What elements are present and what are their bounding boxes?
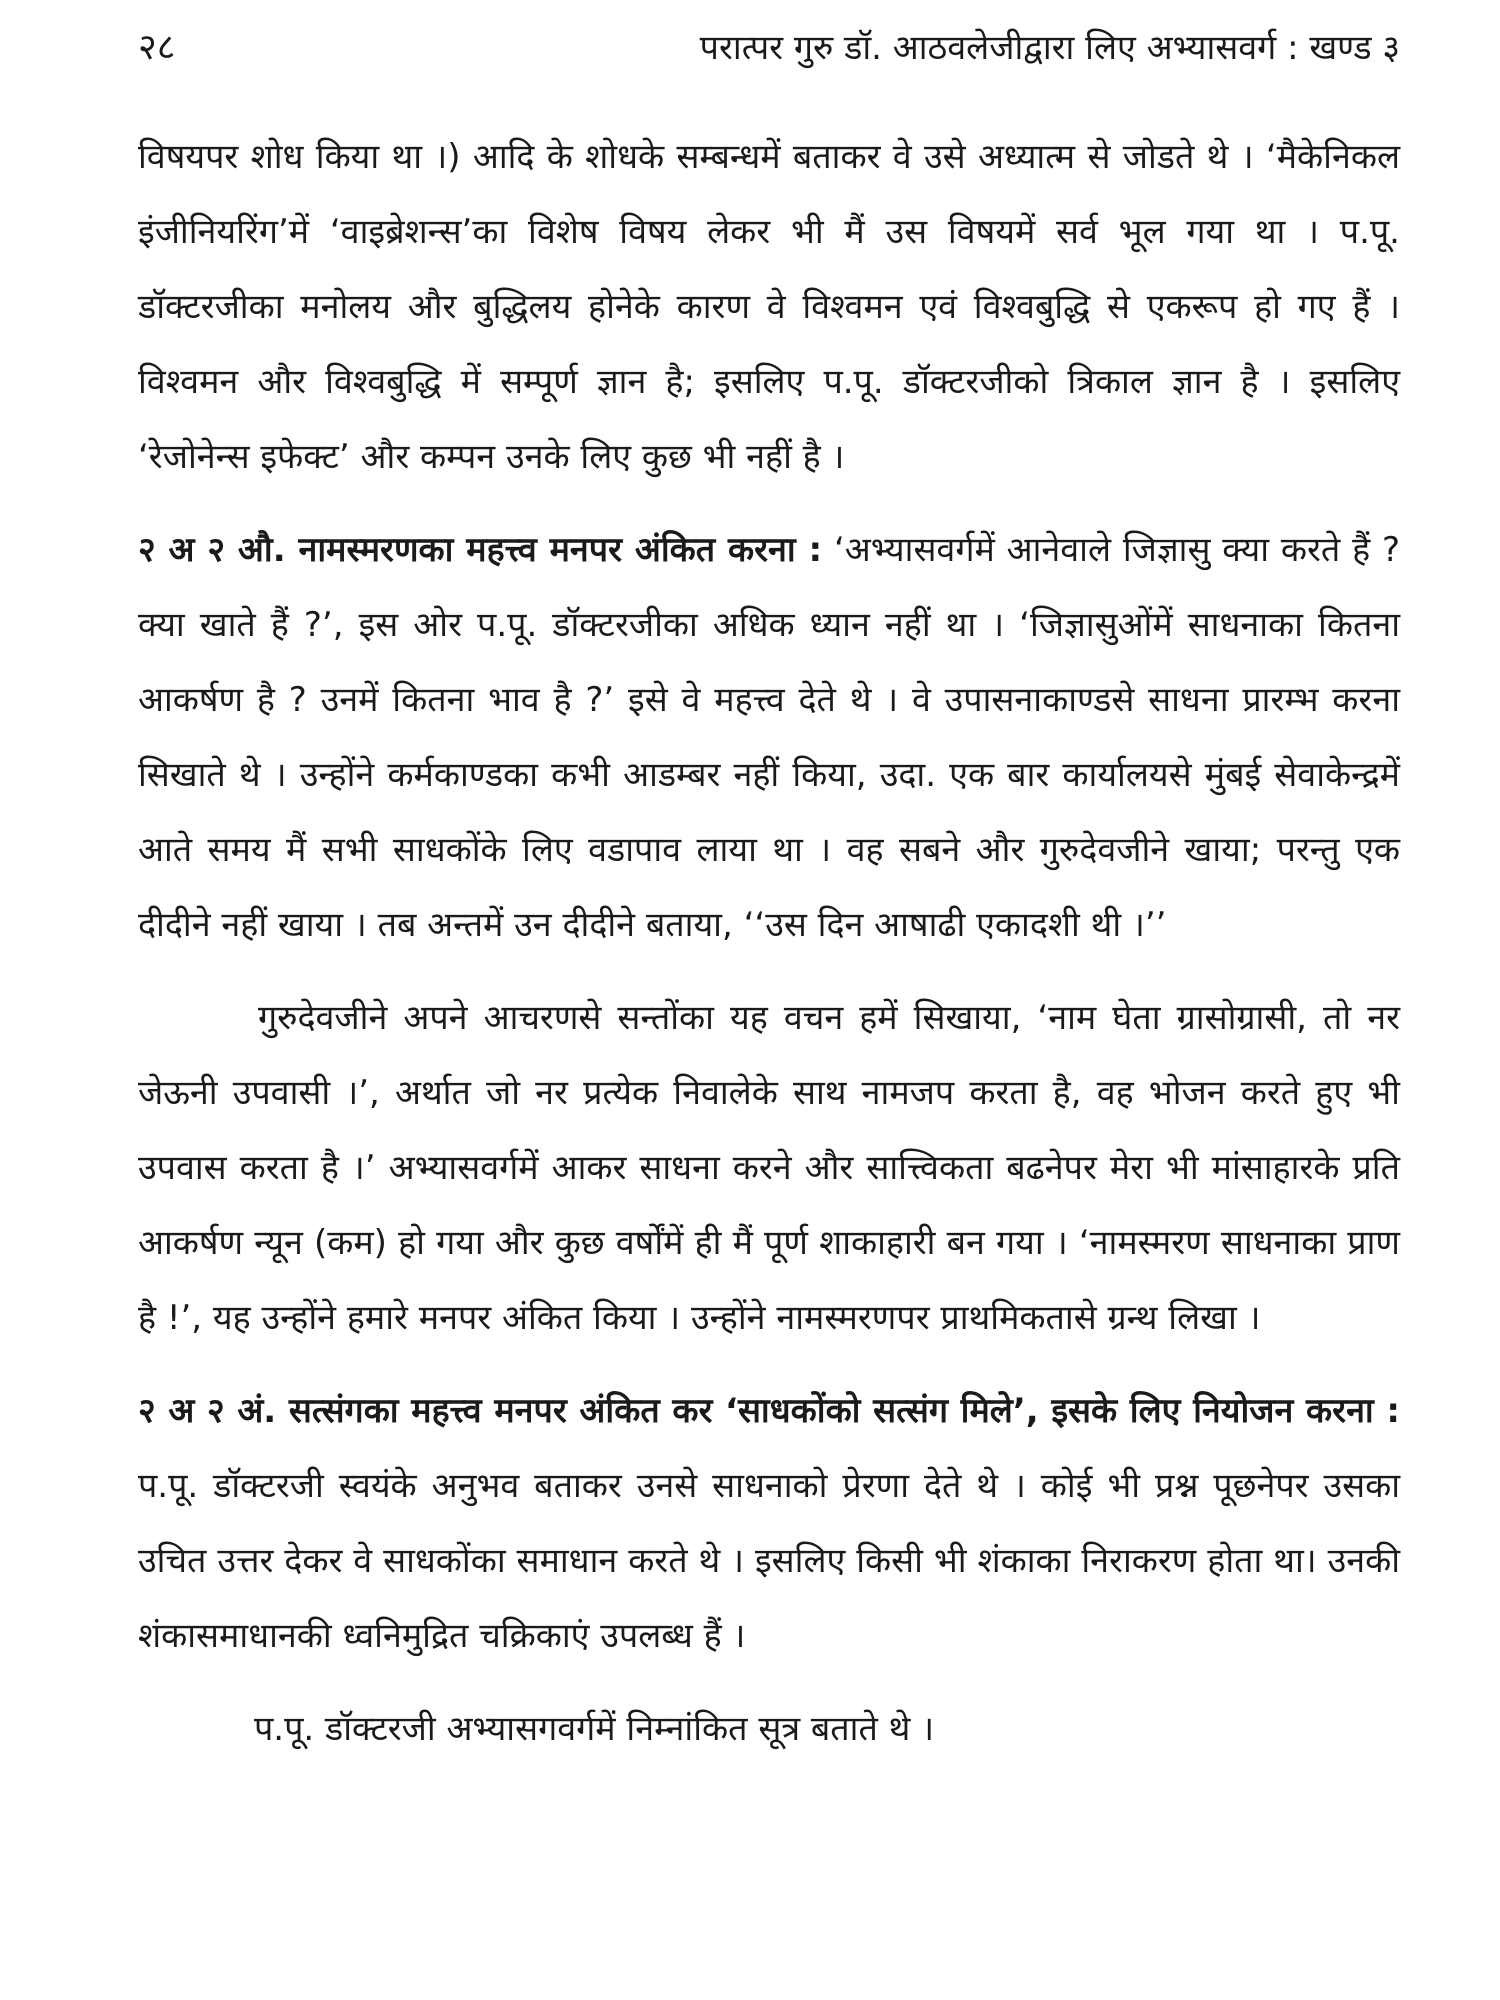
- page-header: [138, 18, 1400, 78]
- paragraph-5: [138, 1692, 1400, 1767]
- paragraph-1-text: विषयपर शोध किया था ।) आदि के शोधके सम्बन्धमें बताकर वे उसे अध्यात्म से जोडते थे । ‘मैकेनिकल इंजीनियरिंग’में ‘वाइब्रेशन्स’का विशेष विषय लेकर भी मैं उस विषयमें सर्व भूल गया था । प.पू. डॉक्टरजीका मनोलय और बुद्धिलय होनेके कारण वे विश्वमन एवं विश्वबुद्धि से एकरूप हो गए हैं । विश्वमन और विश्वबुद्धि में सम्पूर्ण ज्ञान है; इसलिए प.पू. डॉक्टरजीको त्रिकाल ज्ञान है । इसलिए ‘रेजोनेन्स इफेक्ट’ और कम्पन उनके लिए कुछ भी नहीं है ।: [138, 137, 1400, 477]
- page-number: २८: [138, 27, 176, 68]
- body-text: [138, 120, 1400, 1767]
- running-title: परात्पर गुरु डॉ. आठवलेजीद्वारा लिए अभ्यासवर्ग : खण्ड ३: [699, 28, 1400, 68]
- paragraph-1: [138, 120, 1400, 495]
- paragraph-4: [138, 1374, 1400, 1674]
- paragraph-2: [138, 513, 1400, 963]
- paragraph-2-text: ‘अभ्यासवर्गमें आनेवाले जिज्ञासु क्या करते हैं ? क्या खाते हैं ?’, इस ओर प.पू. डॉक्टरजीका अधिक ध्यान नहीं था । ‘जिज्ञासुओंमें साधनाका कितना आकर्षण है ? उनमें कितना भाव है ?’ इसे वे महत्त्व देते थे । वे उपासनाकाण्डसे साधना प्रारम्भ करना सिखाते थे । उन्होंने कर्मकाण्डका कभी आडम्बर नहीं किया, उदा. एक बार कार्यालयसे मुंबई सेवाकेन्द्रमें आते समय मैं सभी साधकोंके लिए वडापाव लाया था । वह सबने और गुरुदेवजीने खाया; परन्तु एक दीदीने नहीं खाया । तब अन्तमें उन दीदीने बताया, ‘‘उस दिन आषाढी एकादशी थी ।’’: [138, 530, 1401, 945]
- paragraph-5-text: प.पू. डॉक्टरजी अभ्यासगवर्गमें निम्नांकित सूत्र बताते थे ।: [254, 1709, 935, 1749]
- paragraph-3-text: गुरुदेवजीने अपने आचरणसे सन्तोंका यह वचन हमें सिखाया, ‘नाम घेता ग्रासोग्रासी, तो नर जेऊनी उपवासी ।’, अर्थात जो नर प्रत्येक निवालेके साथ नामजप करता है, वह भोजन करते हुए भी उपवास करता है ।’ अभ्यासवर्गमें आकर साधना करने और सात्त्विकता बढनेपर मेरा भी मांसाहारके प्रति आकर्षण न्यून (कम) हो गया और कुछ वर्षोंमें ही मैं पूर्ण शाकाहारी बन गया । ‘नामस्मरण साधनाका प्राण है !’, यह उन्होंने हमारे मनपर अंकित किया । उन्होंने नामस्मरणपर प्राथमिकतासे ग्रन्थ लिखा ।: [138, 998, 1400, 1338]
- section-heading-2a2am: २ अ २ अं. सत्संगका महत्त्व मनपर अंकित कर ‘साधकोंको सत्संग मिले’, इसके लिए नियोजन करना :: [138, 1391, 1400, 1431]
- section-heading-2a2au: २ अ २ औ. नामस्मरणका महत्त्व मनपर अंकित करना :: [138, 530, 823, 570]
- paragraph-4-text: प.पू. डॉक्टरजी स्वयंके अनुभव बताकर उनसे साधनाको प्रेरणा देते थे । कोई भी प्रश्न पूछनेपर उसका उचित उत्तर देकर वे साधकोंका समाधान करते थे । इसलिए किसी भी शंकाका निराकरण होता था। उनकी शंकासमाधानकी ध्वनिमुद्रित चक्रिकाएं उपलब्ध हैं ।: [138, 1466, 1400, 1656]
- paragraph-3: [138, 981, 1400, 1356]
